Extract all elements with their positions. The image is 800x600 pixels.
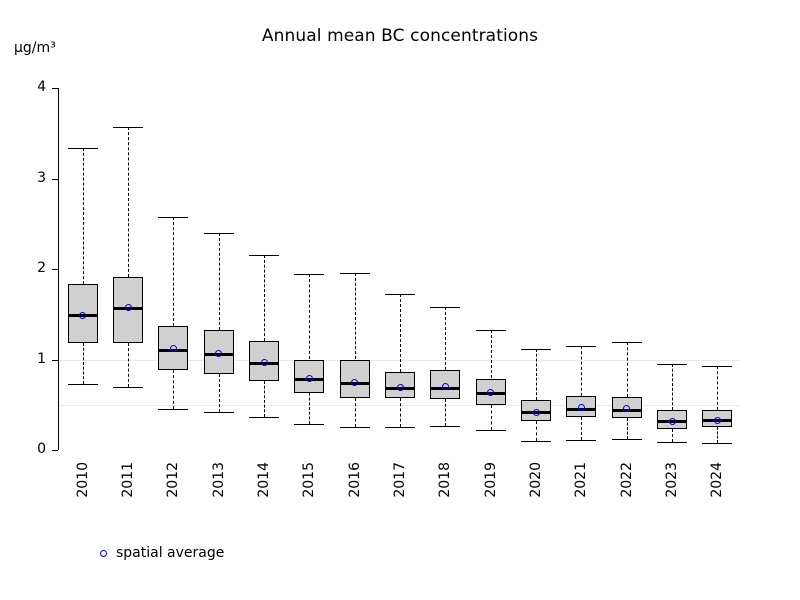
x-axis-label-2015: 2015 (301, 462, 318, 498)
whisker-cap-upper (702, 366, 732, 367)
spatial-average-point (669, 418, 676, 425)
y-axis-tick (52, 450, 58, 451)
whisker-upper (309, 274, 310, 359)
whisker-cap-lower (521, 441, 551, 442)
x-axis-label-2020: 2020 (528, 462, 544, 498)
whisker-upper (128, 127, 129, 277)
whisker-cap-lower (249, 417, 279, 418)
whisker-lower (627, 418, 628, 439)
y-axis-tick-label: 1 (37, 350, 46, 367)
spatial-average-point (125, 304, 132, 311)
whisker-cap-lower (612, 439, 642, 440)
whisker-upper (355, 273, 356, 360)
x-axis-label-2018: 2018 (437, 462, 454, 498)
whisker-lower (355, 398, 356, 428)
x-axis-label-2023: 2023 (664, 462, 680, 498)
whisker-cap-upper (158, 217, 188, 218)
whisker-cap-upper (657, 364, 687, 365)
spatial-average-point (533, 409, 540, 416)
whisker-lower (400, 398, 401, 427)
whisker-lower (219, 374, 220, 412)
y-axis-tick (52, 269, 58, 270)
spatial-average-point (261, 359, 268, 366)
whisker-cap-upper (294, 274, 324, 275)
whisker-lower (672, 429, 673, 442)
spatial-average-point (170, 345, 177, 352)
y-axis-tick-label: 4 (37, 79, 46, 95)
x-axis-label-2013: 2013 (210, 462, 227, 498)
whisker-cap-lower (702, 443, 732, 444)
spatial-average-point (79, 312, 86, 319)
whisker-cap-upper (521, 349, 551, 350)
whisker-cap-lower (385, 427, 415, 428)
whisker-lower (264, 381, 265, 416)
y-axis-tick-label: 3 (37, 169, 46, 186)
spatial-average-point (306, 375, 313, 382)
x-axis-label-2012: 2012 (165, 462, 182, 498)
whisker-lower (128, 343, 129, 386)
x-axis-label-2014: 2014 (256, 462, 272, 498)
spatial-average-point (714, 417, 721, 424)
spatial-average-point (578, 404, 585, 411)
spatial-average-point (351, 379, 358, 386)
whisker-cap-upper (113, 127, 143, 128)
whisker-cap-upper (612, 342, 642, 343)
whisker-upper (717, 366, 718, 410)
whisker-upper (536, 349, 537, 401)
y-axis-unit-label: µg/m³ (14, 40, 56, 56)
whisker-cap-lower (340, 427, 370, 428)
whisker-cap-lower (113, 387, 143, 388)
whisker-upper (264, 255, 265, 342)
whisker-upper (672, 364, 673, 410)
whisker-lower (83, 343, 84, 384)
spatial-average-point (215, 350, 222, 357)
spatial-average-marker-icon (100, 550, 107, 557)
x-axis-label-2022: 2022 (618, 462, 635, 498)
whisker-cap-lower (430, 426, 460, 427)
x-axis-label-2019: 2019 (482, 462, 499, 498)
x-axis-label-2016: 2016 (346, 462, 363, 498)
y-axis-tick (52, 360, 58, 361)
whisker-upper (445, 307, 446, 370)
whisker-cap-upper (385, 294, 415, 295)
x-axis-label-2021: 2021 (573, 462, 590, 498)
whisker-cap-lower (158, 409, 188, 410)
spatial-average-point (623, 405, 630, 412)
whisker-cap-lower (476, 430, 506, 431)
legend-label: spatial average (116, 545, 225, 561)
whisker-cap-upper (566, 346, 596, 347)
whisker-lower (173, 370, 174, 409)
whisker-cap-lower (566, 440, 596, 441)
chart-title: Annual mean BC concentrations (261, 26, 539, 46)
plot-area (60, 88, 740, 450)
spatial-average-point (442, 383, 449, 390)
whisker-cap-upper (249, 255, 279, 256)
whisker-lower (309, 393, 310, 424)
spatial-average-point (397, 384, 404, 391)
whisker-upper (83, 148, 84, 285)
whisker-cap-lower (204, 412, 234, 413)
y-axis-tick (52, 179, 58, 180)
x-axis-label-2010: 2010 (74, 462, 91, 498)
whisker-cap-upper (430, 307, 460, 308)
whisker-upper (219, 233, 220, 330)
whisker-lower (536, 421, 537, 441)
whisker-upper (581, 346, 582, 396)
whisker-cap-upper (340, 273, 370, 274)
y-axis-tick-label: 0 (37, 441, 46, 457)
whisker-cap-lower (294, 424, 324, 425)
y-axis-tick (52, 88, 58, 89)
y-axis-tick-label: 2 (37, 260, 46, 276)
x-axis-label-2017: 2017 (392, 462, 408, 498)
whisker-cap-lower (68, 384, 98, 385)
whisker-cap-lower (657, 442, 687, 443)
whisker-lower (445, 399, 446, 426)
whisker-cap-upper (204, 233, 234, 234)
whisker-lower (717, 427, 718, 442)
whisker-upper (173, 217, 174, 327)
x-axis-label-2024: 2024 (709, 462, 726, 498)
whisker-cap-upper (476, 330, 506, 331)
legend (100, 545, 224, 561)
y-axis-line (58, 88, 59, 450)
whisker-upper (400, 294, 401, 372)
whisker-upper (627, 342, 628, 396)
whisker-cap-upper (68, 148, 98, 149)
x-axis-label-2011: 2011 (120, 462, 136, 498)
whisker-lower (581, 417, 582, 440)
whisker-lower (491, 405, 492, 430)
whisker-upper (491, 330, 492, 379)
